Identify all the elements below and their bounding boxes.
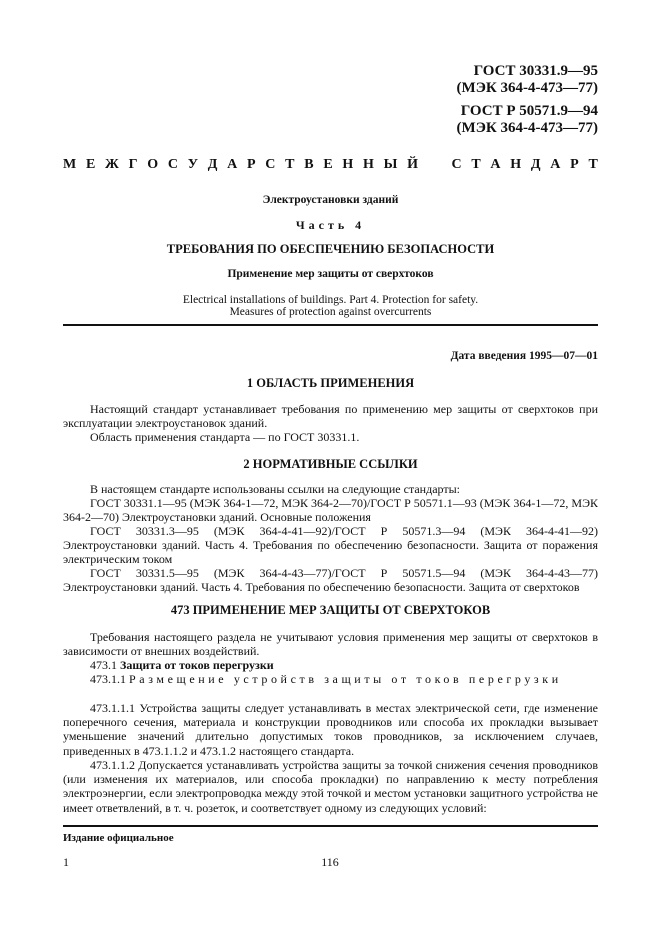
banner-letter: Ж (105, 157, 119, 172)
part-label: Часть 4 (295, 218, 366, 232)
section-473-heading: 473 ПРИМЕНЕНИЕ МЕР ЗАЩИТЫ ОТ СВЕРХТОКОВ (170, 603, 491, 617)
clause-number: 473.1.1 (90, 672, 129, 686)
section-2-heading: 2 НОРМАТИВНЫЕ ССЫЛКИ (243, 457, 418, 471)
banner-letter: Ы (383, 157, 398, 172)
banner-letter: Н (342, 157, 354, 172)
designation-line-2: (МЭК 364-4-473—77) (456, 80, 598, 96)
banner-letter: О (147, 157, 159, 172)
banner-letter: Й (407, 157, 419, 172)
clause-title: Размещение устройств защиты от токов перегрузки (129, 672, 562, 686)
banner-letter: Е (85, 157, 96, 172)
designation-line-1: ГОСТ 30331.9—95 (473, 63, 598, 79)
section-473-1-heading (63, 658, 598, 672)
section-1-paragraph-2: Область применения стандарта — по ГОСТ 30331.1. (90, 430, 360, 444)
banner-letter: Н (510, 157, 522, 172)
section-473-1-1-1: 473.1.1.1 Устройства защиты следует устанавливать в местах электрической сети, где изменение поперечного сечения, материала и конструкции проводников или способа их прокладки вызывает уменьшение значений длительно допустимых токов проводников, за исключением случаев, приведенных в 473.1.1.2 и 473.1.2 настоящего стандарта. (63, 701, 598, 758)
main-title: ТРЕБОВАНИЯ ПО ОБЕСПЕЧЕНИЮ БЕЗОПАСНОСТИ (166, 242, 495, 256)
banner-letter: В (304, 157, 314, 172)
banner-letter: Р (570, 157, 579, 172)
banner-letter: С (167, 157, 179, 172)
section-473-1-1-heading (63, 672, 598, 686)
section-2-paragraph-3: ГОСТ 30331.3—95 (МЭК 364-4-41—92)/ГОСТ Р 50571.3—94 (МЭК 364-4-41—92) Электроустановки зданий. Часть 4. Требования по обеспечению безопасности. Защита от поражения электрическим током (63, 524, 598, 567)
english-title-line-1: Electrical installations of buildings. Part 4. Protection for safety. (182, 294, 479, 306)
banner-letter: А (550, 157, 561, 172)
banner-letter: С (451, 157, 462, 172)
designation-line-3: ГОСТ Р 50571.9—94 (460, 103, 598, 119)
page-number: 116 (321, 855, 339, 869)
sub-title: Применение мер защиты от сверхтоков (227, 268, 434, 280)
official-edition-label: Издание официальное (63, 832, 174, 844)
footer-left-number: 1 (63, 855, 69, 869)
subject-title: Электроустановки зданий (262, 194, 399, 206)
banner-letter: Г (128, 157, 138, 172)
english-title-line-2: Measures of protection against overcurrents (229, 306, 432, 318)
clause-number: 473.1 (90, 658, 120, 672)
introduction-date: Дата введения 1995—07—01 (450, 350, 598, 362)
banner-letter (428, 157, 442, 173)
designation-line-4: (МЭК 364-4-473—77) (456, 120, 598, 136)
banner-letter: Н (363, 157, 374, 172)
title-divider (63, 324, 598, 326)
clause-title: Защита от токов перегрузки (120, 658, 274, 672)
section-2-paragraph-4: ГОСТ 30331.5—95 (МЭК 364-4-43—77)/ГОСТ Р 50571.5—94 (МЭК 364-4-43—77) Электроустановки зданий. Часть 4. Требования по обеспечению безопасности. Защита от сверхтоков (63, 566, 598, 595)
designation-block (457, 63, 598, 137)
banner-letter: А (490, 157, 501, 172)
banner-letter: С (265, 157, 276, 172)
banner-letter: Т (285, 157, 295, 172)
banner-letter: Р (247, 157, 256, 172)
footer-divider (63, 825, 598, 827)
section-1-heading: 1 ОБЛАСТЬ ПРИМЕНЕНИЯ (246, 376, 415, 390)
interstate-standard-banner (63, 157, 598, 173)
section-473-paragraph-1: Требования настоящего раздела не учитывают условия применения мер защиты от сверхтоков в зависимости от внешних воздействий. (63, 630, 598, 659)
section-2-paragraph-1: В настоящем стандарте использованы ссылки на следующие стандарты: (90, 482, 461, 496)
section-2-paragraph-2: ГОСТ 30331.1—95 (МЭК 364-1—72, МЭК 364-2—70)/ГОСТ Р 50571.1—93 (МЭК 364-1—72, МЭК 364-2—70) Электроустановки зданий. Основные положения (63, 496, 598, 525)
banner-letter: А (227, 157, 238, 172)
banner-letter: Е (323, 157, 333, 172)
banner-letter: У (187, 157, 199, 172)
banner-letter: М (63, 157, 77, 172)
banner-letter: Т (471, 157, 481, 172)
section-473-1-1-2: 473.1.1.2 Допускается устанавливать устройства защиты за точкой снижения сечения проводников (или изменения их материалов, или способа прокладки) по направлению к месту потребления электроэнергии, если электропроводка между этой точкой и местом установки защитного устройства не имеет ответвлений, в т. ч. розеток, и соответствует одному из следующих условий: (63, 758, 598, 815)
banner-letter: Д (530, 157, 541, 172)
banner-letter: Д (207, 157, 218, 172)
section-1-paragraph-1: Настоящий стандарт устанавливает требования по применению мер защиты от сверхтоков при эксплуатации электроустановок зданий. (63, 402, 598, 431)
banner-letter: Т (588, 157, 598, 172)
